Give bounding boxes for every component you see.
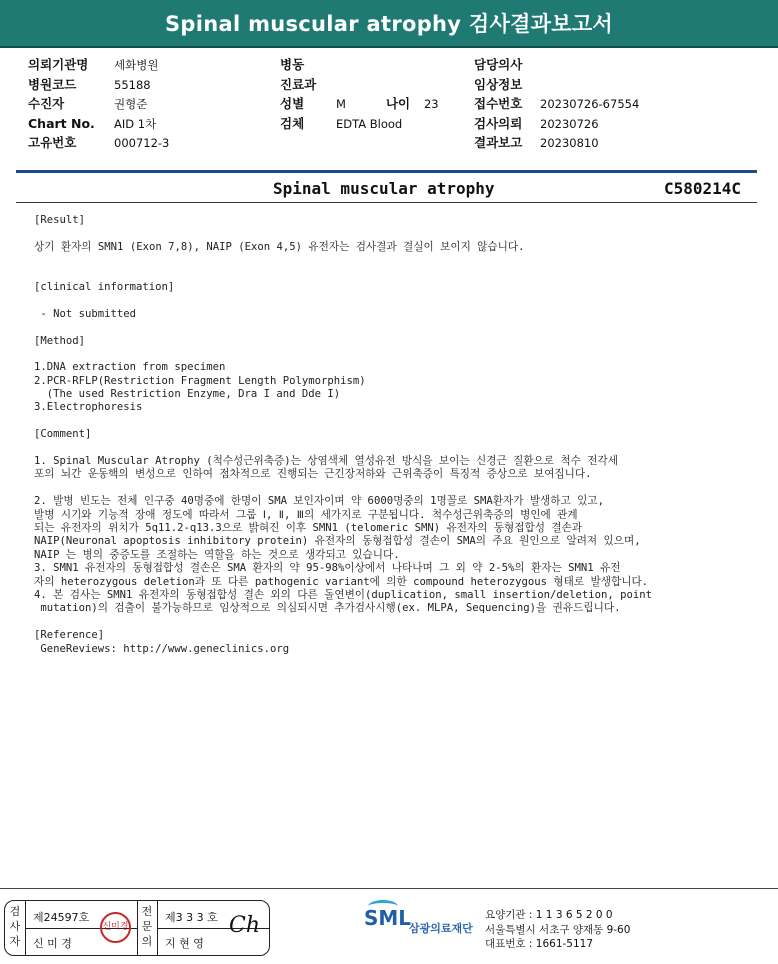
comment-line: NAIP(Neuronal apoptosis inhibitory protein) 유전자의 동형접합성 결손이 SMA의 주요 원인으로 알려져 있으며, xyxy=(34,535,641,548)
info-label: 접수번호 xyxy=(474,96,523,111)
info-row xyxy=(28,75,169,95)
info-row xyxy=(280,114,439,134)
report-header xyxy=(0,0,778,48)
comment-line: 포의 뇌간 운동핵의 변성으로 인하여 점차적으로 진행되는 근긴장저하와 근위축증이 특징적 증상으로 보여집니다. xyxy=(34,468,592,481)
section-divider xyxy=(16,202,757,203)
info-value: 세화병원 xyxy=(114,58,159,72)
method-line: 2.PCR-RFLP(Restriction Fragment Length Polymorphism) xyxy=(34,374,366,387)
ward-label: 병동 xyxy=(280,57,305,72)
specialist-license-no: 제3 3 3 호 xyxy=(165,911,218,924)
examiner-label xyxy=(7,904,23,949)
report-body xyxy=(34,214,754,656)
footer-divider xyxy=(0,888,778,889)
info-label: 결과보고 xyxy=(474,135,523,150)
lab-code: 요양기관 : 1 1 3 6 5 2 0 0 xyxy=(485,909,613,921)
dept-label: 진료과 xyxy=(280,76,317,92)
info-label: Chart No. xyxy=(28,115,95,131)
result-heading: [Result] xyxy=(34,214,86,226)
info-label: 의뢰기관명 xyxy=(28,57,89,72)
comment-heading: [Comment] xyxy=(34,428,92,441)
specimen-label: 검체 xyxy=(280,115,305,131)
info-column-institution xyxy=(28,55,169,153)
age-value: 23 xyxy=(423,97,439,111)
lab-phone: 대표번호 : 1661-5117 xyxy=(485,938,594,950)
info-row xyxy=(474,55,639,75)
info-value: 000712-3 xyxy=(114,136,170,150)
method-line: 3.Electrophoresis xyxy=(34,401,143,414)
comment-line: 발병 시기와 기능적 장애 정도에 따라서 그룹 Ⅰ, Ⅱ, Ⅲ의 세가지로 구분됩니다. 척수성근위축증의 병인에 관계 xyxy=(34,508,578,521)
info-row xyxy=(280,55,439,75)
method-line: 1.DNA extraction from specimen xyxy=(34,361,226,374)
specialist-label xyxy=(139,904,155,949)
examiner-label-text: 검 사 자 xyxy=(9,905,21,948)
comment-line: 되는 유전자의 위치가 5q11.2-q13.3으로 밝혀진 이후 SMN1 (telomeric SMN) 유전자의 동형접합성 결손과 xyxy=(34,521,583,534)
method-heading: [Method] xyxy=(34,334,86,347)
specialist-name: 지 현 영 xyxy=(165,937,204,950)
info-row xyxy=(28,133,169,153)
comment-line: mutation)의 검출이 불가능하므로 임상적으로 의심되시면 추가검사시행(ex. MLPA, Sequencing)을 권유드립니다. xyxy=(34,602,621,615)
clinical-text: - Not submitted xyxy=(34,307,137,320)
org-name: 삼광의료재단 xyxy=(409,922,473,935)
info-row xyxy=(474,114,639,134)
clinical-heading: [clinical information] xyxy=(34,280,175,293)
examiner-name: 신 미 경 xyxy=(33,937,72,950)
info-value: 20230726-67554 xyxy=(540,97,640,111)
info-label: 병원코드 xyxy=(28,76,77,92)
info-column-dates xyxy=(474,55,639,153)
info-row xyxy=(28,55,169,75)
specialist-label-text: 전 문 의 xyxy=(141,905,153,948)
info-row xyxy=(474,94,639,114)
sex-value: M xyxy=(336,97,346,111)
comment-line: NAIP 는 병의 중증도를 조절하는 역할을 하는 것으로 생각되고 있습니다. xyxy=(34,548,400,561)
info-row xyxy=(280,94,439,114)
info-label: 수진자 xyxy=(28,96,65,111)
reference-heading: [Reference] xyxy=(34,629,105,642)
examiner-license-no: 제24597호 xyxy=(33,911,90,924)
info-row xyxy=(28,114,169,134)
info-value: 20230810 xyxy=(540,136,599,150)
lab-info xyxy=(485,908,630,952)
comment-line: 2. 발병 빈도는 전체 인구중 40명중에 한명이 SMA 보인자이며 약 6000명중의 1명꼴로 SMA환자가 발생하고 있고, xyxy=(34,495,604,508)
info-row xyxy=(474,75,639,95)
info-label: 임상정보 xyxy=(474,76,523,92)
comment-line: 자의 heterozygous deletion과 또 다른 pathogenic variant에 의한 compound heterozygous 형태로 발생합니다. xyxy=(34,575,649,588)
signature-box xyxy=(4,900,270,956)
examiner-seal: 신미경 xyxy=(100,912,131,943)
test-name: Spinal muscular atrophy xyxy=(273,179,495,198)
reference-text: GeneReviews: http://www.geneclinics.org xyxy=(34,642,290,655)
sex-label: 성별 xyxy=(280,96,305,111)
report-title: Spinal muscular atrophy 검사결과보고서 xyxy=(164,12,614,36)
info-column-patient xyxy=(280,55,439,133)
sml-logo: SML xyxy=(364,906,412,930)
info-value: 권형준 xyxy=(114,97,148,111)
info-label: 검사의뢰 xyxy=(474,115,523,131)
info-value: AID 1차 xyxy=(114,116,157,131)
info-value: 20230726 xyxy=(540,116,599,131)
comment-line: 3. SMN1 유전자의 동형접합성 결손은 SMA 환자의 약 95-98%이상에서 나타나며 그 외 약 2-5%의 환자는 SMN1 유전 xyxy=(34,562,621,575)
info-label: 고유번호 xyxy=(28,135,77,150)
test-code: C580214C xyxy=(664,179,742,198)
info-value: 55188 xyxy=(114,77,151,92)
lab-address: 서울특별시 서초구 양재동 9-60 xyxy=(485,923,631,936)
specialist-signature: Ch xyxy=(229,913,261,938)
info-row xyxy=(474,133,639,153)
method-line: (The used Restriction Enzyme, Dra I and Dde I) xyxy=(34,388,341,401)
info-row xyxy=(280,75,439,95)
info-row xyxy=(28,94,169,114)
specimen-value: EDTA Blood xyxy=(336,116,403,131)
comment-line: 4. 본 검사는 SMN1 유전자의 동형접합성 결손 외의 다른 돌연변이(duplication, small insertion/deletion, point xyxy=(34,588,653,601)
info-label: 담당의사 xyxy=(474,57,523,72)
comment-line: 1. Spinal Muscular Atrophy (척수성근위축증)는 상염색체 열성유전 방식을 보이는 신경근 질환으로 척수 전각세 xyxy=(34,455,618,468)
result-text: 상기 환자의 SMN1 (Exon 7,8), NAIP (Exon 4,5) 유전자는 검사결과 결실이 보이지 않습니다. xyxy=(34,240,525,253)
section-divider xyxy=(16,170,757,173)
age-label: 나이 xyxy=(385,96,411,111)
